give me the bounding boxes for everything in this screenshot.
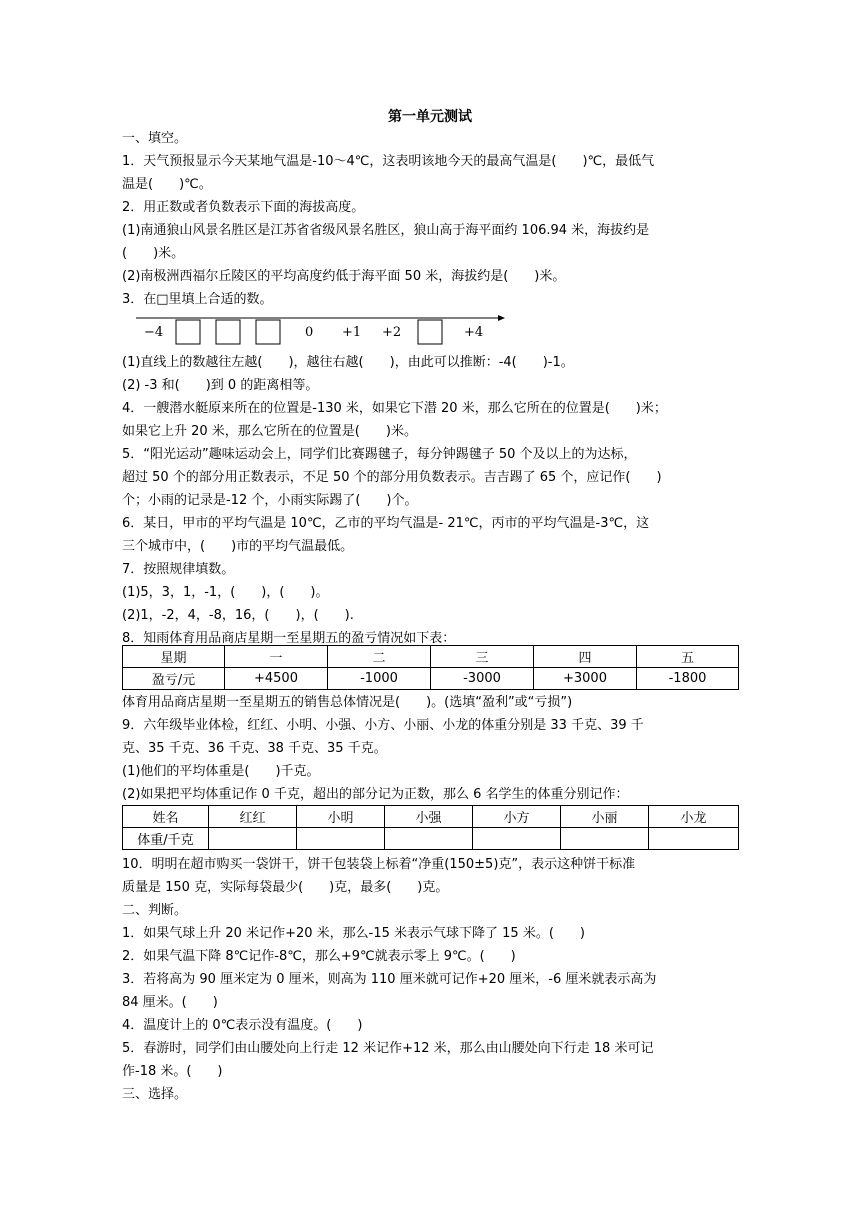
q8-line2: 体育用品商店星期一至星期五的销售总体情况是( )。(选填“盈利”或“亏损”) xyxy=(122,695,573,710)
q3-line2: (1)直线上的数越往左越( )，越往右越( )，由此可以推断：-4( )-1。 xyxy=(122,355,574,370)
table-cell xyxy=(649,828,739,850)
judge-line6: 5．春游时，同学们由山腰处向上行走 12 米记作+12 米，那么由山腰处向下行走 18 米可记 xyxy=(122,1041,654,1056)
table-cell: 小方 xyxy=(473,806,561,828)
table-cell: 姓名 xyxy=(123,806,209,828)
q2-line2: (1)南通狼山风景名胜区是江苏省省级风景名胜区，狼山高于海平面约 106.94 米，海拔约是 xyxy=(122,223,650,238)
table-cell: 小明 xyxy=(297,806,385,828)
table-cell: 一 xyxy=(225,646,328,668)
q2-line1: 2．用正数或者负数表示下面的海拔高度。 xyxy=(122,200,365,215)
table-cell: -1800 xyxy=(637,668,739,690)
q7-line3: (2)1，-2，4，-8，16，( )，( ). xyxy=(122,608,354,623)
tick-label-pos1: +1 xyxy=(342,325,362,340)
judge-line3: 3．若将高为 90 厘米定为 0 厘米，则高为 110 厘米就可记作+20 厘米，-6 厘米就表示高为 xyxy=(122,972,657,987)
answer-box-3 xyxy=(256,320,280,344)
q5-line3: 个；小雨的记录是-12 个，小雨实际踢了( )个。 xyxy=(122,493,418,508)
table-cell xyxy=(473,828,561,850)
table-cell: 星期 xyxy=(123,646,225,668)
q9-line3: (1)他们的平均体重是( )千克。 xyxy=(122,764,320,779)
table-cell: 三 xyxy=(431,646,534,668)
table-cell xyxy=(297,828,385,850)
q9-line2: 克、35 千克、36 千克、38 千克、35 千克。 xyxy=(122,741,387,756)
q3-line3: (2) -3 和( )到 0 的距离相等。 xyxy=(122,378,319,393)
table-cell: 体重/千克 xyxy=(123,828,209,850)
q1-line2: 温是( )℃。 xyxy=(122,177,212,192)
table-row xyxy=(123,668,739,690)
q5-line1: 5．“阳光运动”趣味运动会上，同学们比赛踢毽子，每分钟踢毽子 50 个及以上的为达标， xyxy=(122,447,637,462)
answer-box-4 xyxy=(418,320,442,344)
section-choice: 三、选择。 xyxy=(122,1087,188,1102)
q7-line1: 7．按照规律填数。 xyxy=(122,562,235,577)
q4-line1: 4．一艘潜水艇原来所在的位置是-130 米，如果它下潜 20 米，那么它所在的位置是( )米； xyxy=(122,401,667,416)
judge-line1: 1．如果气球上升 20 米记作+20 米，那么-15 米表示气球下降了 15 米。( ) xyxy=(122,926,585,941)
q4-line2: 如果它上升 20 米，那么它所在的位置是( )米。 xyxy=(122,424,417,439)
weight-table xyxy=(122,805,739,850)
table-cell xyxy=(209,828,297,850)
table-cell xyxy=(561,828,649,850)
table-row xyxy=(123,806,739,828)
table-cell: 四 xyxy=(534,646,637,668)
q2-line4: (2)南极洲西福尔丘陵区的平均高度约低于海平面 50 米，海拔约是( )米。 xyxy=(122,269,566,284)
answer-box-2 xyxy=(216,320,240,344)
q6-line1: 6．某日，甲市的平均气温是 10℃，乙市的平均气温是- 21℃，丙市的平均气温是-3℃，这 xyxy=(122,516,650,531)
table-cell xyxy=(385,828,473,850)
table-cell: 红红 xyxy=(209,806,297,828)
section-judge: 二、判断。 xyxy=(122,903,188,918)
number-line xyxy=(130,310,510,350)
q5-line2: 超过 50 个的部分用正数表示，不足 50 个的部分用负数表示。吉吉踢了 65 个，应记作( ) xyxy=(122,470,662,485)
table-cell: 二 xyxy=(328,646,431,668)
q10-line1: 10．明明在超市购买一袋饼干，饼干包装袋上标着“净重(150±5)克”，表示这种饼干标准 xyxy=(122,857,636,872)
table-cell: -3000 xyxy=(431,668,534,690)
tick-label-pos2: +2 xyxy=(382,325,402,340)
judge-line4: 84 厘米。( ) xyxy=(122,995,218,1010)
judge-line2: 2．如果气温下降 8℃记作-8℃，那么+9℃就表示零上 9℃。( ) xyxy=(122,949,516,964)
q8-line1: 8．知雨体育用品商店星期一至星期五的盈亏情况如下表： xyxy=(122,631,456,646)
tick-label-0: 0 xyxy=(305,325,314,340)
judge-line5: 4．温度计上的 0℃表示没有温度。( ) xyxy=(122,1018,363,1033)
table-cell: 盈亏/元 xyxy=(123,668,225,690)
table-row xyxy=(123,646,739,668)
q7-line2: (1)5，3，1，-1，( )，( )。 xyxy=(122,585,329,600)
answer-box-1 xyxy=(176,320,200,344)
judge-line7: 作-18 米。( ) xyxy=(122,1064,223,1079)
q9-line4: (2)如果把平均体重记作 0 千克，超出的部分记为正数，那么 6 名学生的体重分别记作： xyxy=(122,787,629,802)
table-cell: 小丽 xyxy=(561,806,649,828)
q2-line3: ( )米。 xyxy=(122,246,185,261)
table-cell: 小龙 xyxy=(649,806,739,828)
q9-line1: 9．六年级毕业体检，红红、小明、小强、小方、小丽、小龙的体重分别是 33 千克、39 千 xyxy=(122,718,644,733)
table-cell: 五 xyxy=(637,646,739,668)
page-title: 第一单元测试 xyxy=(388,109,472,125)
q6-line2: 三个城市中，( )市的平均气温最低。 xyxy=(122,539,354,554)
profit-loss-table xyxy=(122,645,739,690)
table-cell: +4500 xyxy=(225,668,328,690)
table-cell: -1000 xyxy=(328,668,431,690)
tick-label-pos4: +4 xyxy=(464,325,484,340)
q1-line1: 1．天气预报显示今天某地气温是-10～4℃，这表明该地今天的最高气温是( )℃，最低气 xyxy=(122,154,655,169)
table-row xyxy=(123,828,739,850)
table-cell: 小强 xyxy=(385,806,473,828)
section-fill-blank: 一、填空。 xyxy=(122,131,188,146)
table-cell: +3000 xyxy=(534,668,637,690)
q3-line1: 3．在□里填上合适的数。 xyxy=(122,292,273,307)
tick-label-neg4: −4 xyxy=(144,325,164,340)
q10-line2: 质量是 150 克，实际每袋最少( )克，最多( )克。 xyxy=(122,880,449,895)
